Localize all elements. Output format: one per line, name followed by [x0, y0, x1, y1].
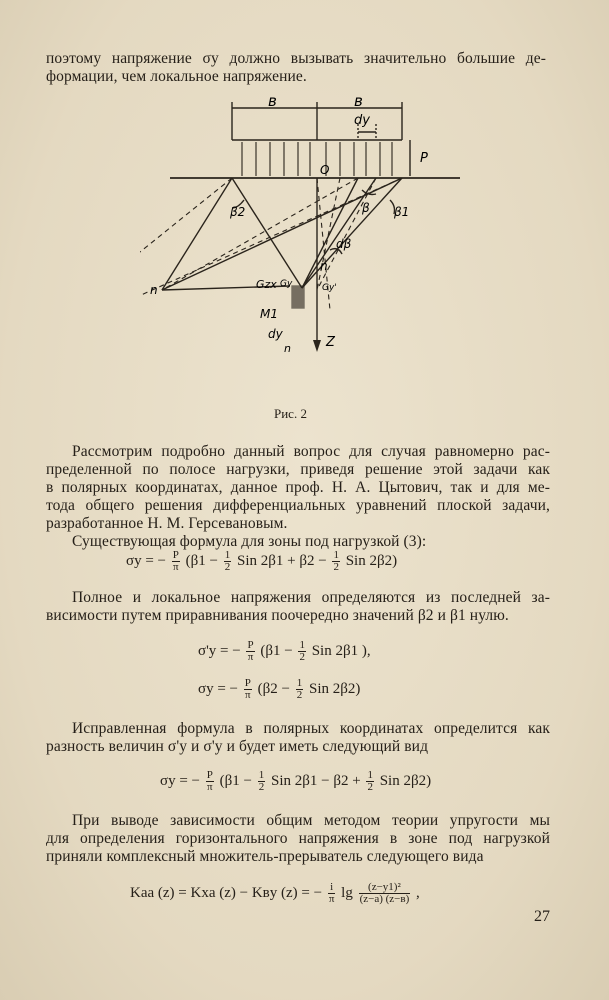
- formula-4: σy = − $\frac{P}{\pi}$ (β1 − $\frac{1}{2}$ Sin 2β1 − β2 + $\frac{1}{2}$ Sin 2β2): [160, 769, 432, 793]
- text-line: в полярных координатах, данное проф. Н. А. Цытович, так и для ме-: [46, 479, 550, 496]
- formula-3: σy = − $\frac{P}{\pi}$ (β2 − $\frac{1}{2}$ Sin 2β2): [198, 677, 361, 701]
- label-beta1: β1: [394, 205, 410, 219]
- text-line: При выводе зависимости общим методом теории упругости мы: [72, 812, 550, 829]
- formula-1: σy = − $\frac{P}{\pi}$ (β1 − $\frac{1}{2}$ Sin 2β1 + β2 − $\frac{1}{2}$ Sin 2β2): [126, 549, 398, 573]
- label-dbeta: dβ: [336, 237, 352, 251]
- label-m1: M1: [260, 307, 278, 321]
- text-line: тода общего решения дифференциальных уравнений плоской задачи,: [46, 497, 550, 514]
- label-sigma-y: Gy: [280, 279, 293, 289]
- stress-diagram: [140, 90, 470, 410]
- label-beta: β: [362, 201, 370, 215]
- label-dy-bottom: dy: [268, 327, 283, 341]
- label-beta2: β2: [230, 205, 246, 219]
- text-line: разработанное Н. М. Герсевановым.: [46, 515, 288, 532]
- text-line: пределенной по полосе нагрузки, приведя решение этой задачи как: [46, 461, 550, 478]
- text-line: Исправленная формула в полярных координатах определится как: [72, 720, 550, 737]
- label-o: O: [320, 163, 330, 177]
- label-n-left: n: [150, 283, 158, 297]
- figure-caption: Рис. 2: [274, 406, 307, 421]
- text-line: Полное и локальное напряжения определяются из последней за-: [72, 589, 550, 606]
- label-n-mid: n: [320, 259, 328, 273]
- label-z: Z: [326, 335, 335, 350]
- label-sigma-y2: Gy': [322, 283, 337, 293]
- text-line: поэтому напряжение σу должно вызывать значительно большие де-: [46, 50, 546, 67]
- label-dy-top: dy: [354, 113, 370, 128]
- label-sigma-zx: Gzx: [256, 278, 277, 291]
- formula-2: σ'y = − $\frac{P}{\pi}$ (β1 − $\frac{1}{2}$ Sin 2β1 ),: [198, 639, 371, 663]
- page-number: 27: [534, 908, 550, 925]
- text-line: формации, чем локальное напряжение.: [46, 68, 307, 85]
- label-p: P: [420, 151, 428, 166]
- formula-5: Kaa (z) = Kxa (z) − Kвy (z) = − $\frac{i}{\pi}$ lg $\frac{\text{(z−y1)²}}{(z-a) (z-в)}$ ,: [130, 881, 420, 905]
- label-b-right: в: [354, 92, 363, 110]
- text-line: Рассмотрим подробно данный вопрос для случая равномерно рас-: [72, 443, 550, 460]
- text-line: разность величин σ'y и σ'y и будет иметь следующий вид: [46, 738, 429, 755]
- label-n-bottom: n: [284, 342, 291, 355]
- text-line: висимости путем приравнивания поочередно значений β2 и β1 нулю.: [46, 607, 509, 624]
- text-line: приняли комплексный множитель-прерыватель следующего вида: [46, 848, 484, 865]
- label-b-left: в: [268, 92, 277, 110]
- text-line: для определения горизонтального напряжения в зоне под нагрузкой: [46, 830, 550, 847]
- text-line: Существующая формула для зоны под нагрузкой (3):: [72, 533, 427, 550]
